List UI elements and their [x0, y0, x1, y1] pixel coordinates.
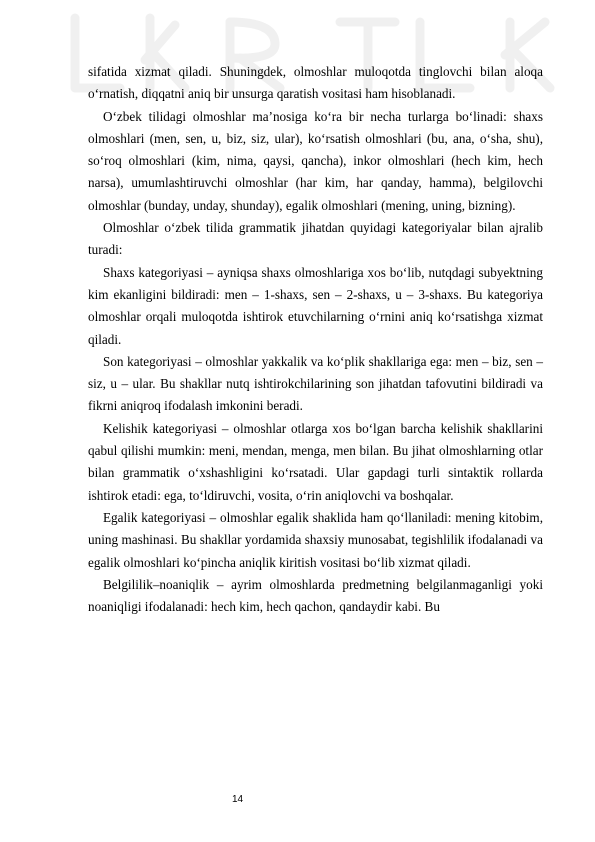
paragraph: Belgililik–noaniqlik – ayrim olmoshlarda predmetning belgilanmaganligi yoki noaniqligi ifodalanadi: hech kim, hech qachon, qandaydir kabi. Bu [88, 576, 543, 615]
paragraph: O‘zbek tilidagi olmoshlar ma’nosiga ko‘ra bir necha turlarga bo‘linadi: shaxs olmoshlari (men, sen, u, biz, siz, ular), ko‘rsatish olmoshlari (bu, ana, o‘sha, shu), so‘roq olmoshlari (kim, nima, qaysi, qancha), inkor olmoshlari (hech kim, hech narsa), umumlashtiruvchi olmoshlar (har kim, har qanday, hamma), belgilovchi olmoshlar (bunday, unday, shunday), egalik olmoshlari (mening, uning, bizning). [88, 108, 543, 213]
paragraph: Kelishik kategoriyasi – olmoshlar otlarga xos bo‘lgan barcha kelishik shakllarini qabul qilishi mumkin: meni, mendan, menga, men bilan. Bu jihat olmoshlarning otlar bilan grammatik o‘xshashligini ko‘rsatadi. Ular gapdagi turli sintaktik rollarda ishtirok etadi: ega, to‘ldiruvchi, vosita, o‘rin aniqlovchi va boshqalar. [88, 420, 543, 503]
main-text [88, 61, 543, 618]
paragraph: Son kategoriyasi – olmoshlar yakkalik va ko‘plik shakllariga ega: men – biz, sen – siz, u – ular. Bu shakllar nutq ishtirokchilarining son jihatdan tafovutini bildiradi va fikrni aniqroq ifodalash imkonini beradi. [88, 353, 543, 414]
paragraph: Egalik kategoriyasi – olmoshlar egalik shaklida ham qo‘llaniladi: mening kitobim, uning mashinasi. Bu shakllar yordamida shaxsiy munosabat, tegishlilik ifodalanadi va egalik olmoshlari ko‘pincha aniqlik kiritish vositasi bo‘lib xizmat qiladi. [88, 509, 543, 570]
page-number: 14 [232, 794, 244, 805]
paragraph: sifatida xizmat qiladi. Shuningdek, olmoshlar muloqotda tinglovchi bilan aloqa o‘rnatish, diqqatni aniq bir unsurga qaratish vositasi ham hisoblanadi. [88, 64, 543, 102]
paragraph: Olmoshlar o‘zbek tilida grammatik jihatdan quyidagi kategoriyalar bilan ajralib turadi: [88, 220, 543, 258]
paragraph: Shaxs kategoriyasi – ayniqsa shaxs olmoshlariga xos bo‘lib, nutqdagi subyektning kim ekanligini bildiradi: men – 1-shaxs, sen – 2-shaxs, u – 3-shaxs. Bu kategoriya olmoshlar orqali muloqotda ishtirok etuvchilarning o‘rnini aniq ko‘rsatishga xizmat qiladi. [88, 264, 543, 347]
